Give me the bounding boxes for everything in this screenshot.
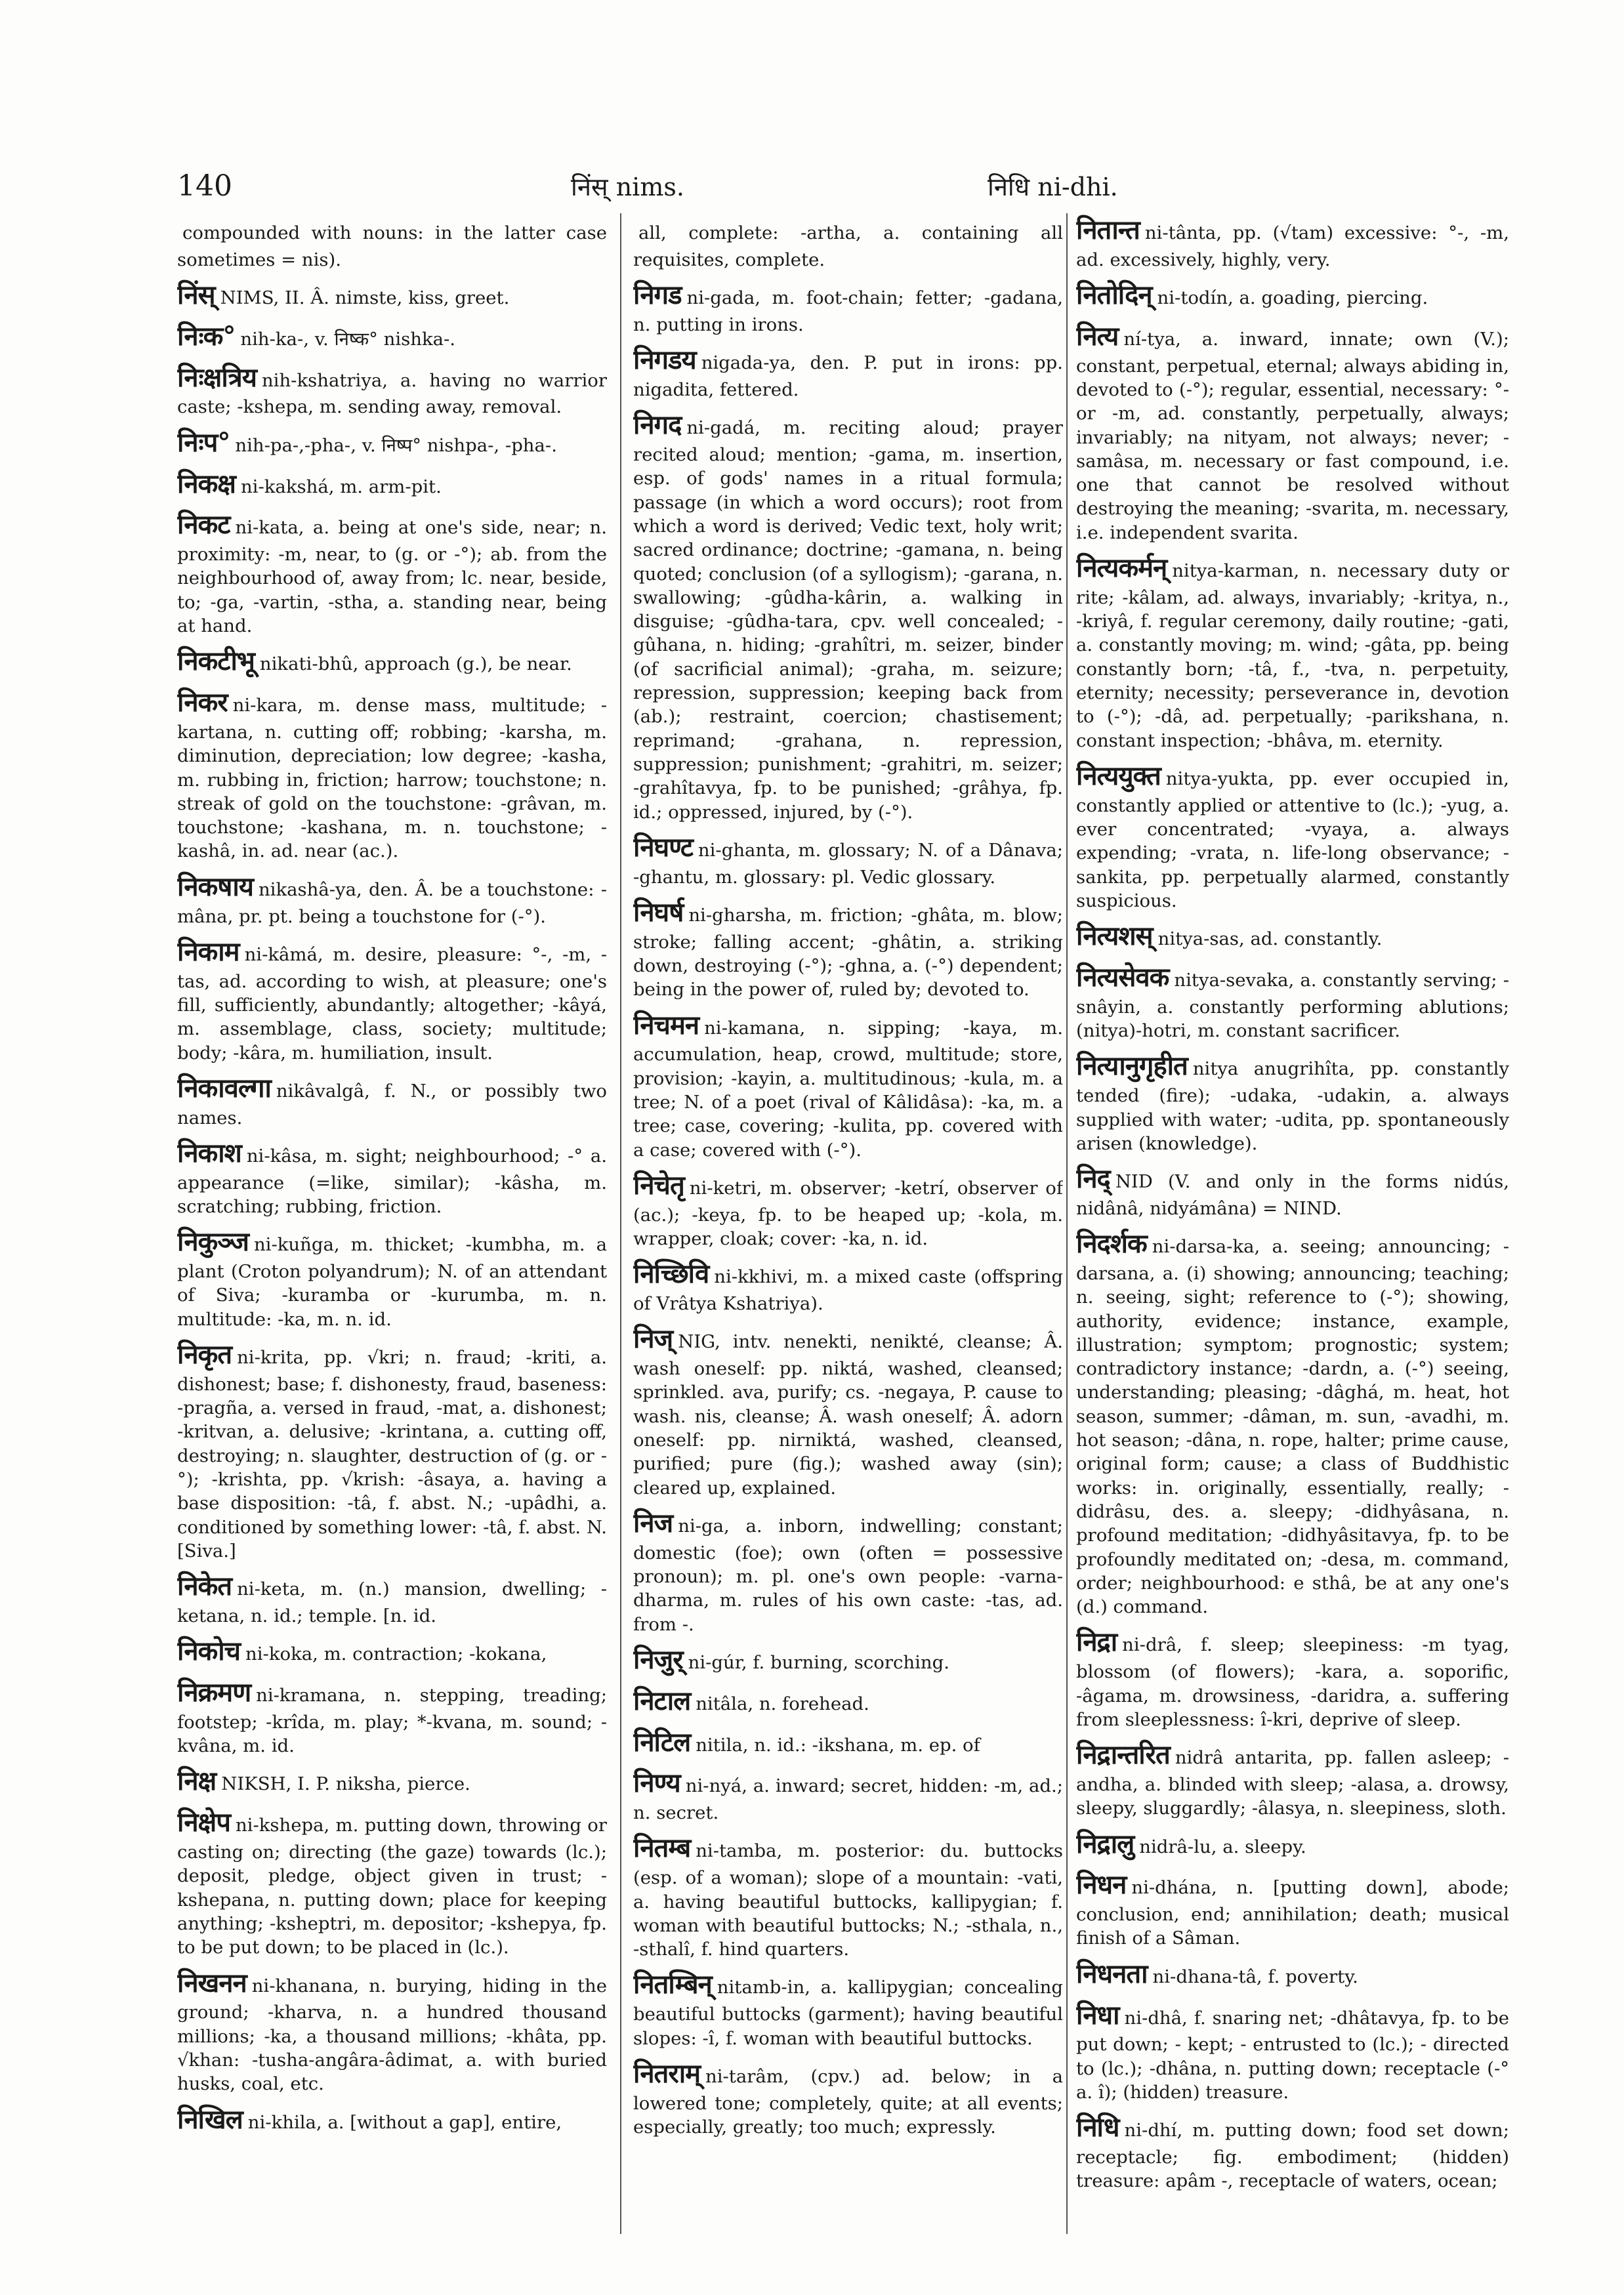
entry-headword: निचेतृ xyxy=(633,1169,684,1201)
dictionary-entry xyxy=(177,2103,607,2138)
dictionary-entry xyxy=(633,1726,1063,1760)
entry-headword: नितान्त xyxy=(1076,215,1140,245)
entry-definition: ni-kâmá, m. desire, pleasure: °-, -m, -tas, ad. according to wish, at pleasure; one's fill, sufficiently, abundantly; altogether; -kâyá, m. assemblage, class, society; multitude; body; -kâra, m. humiliation, insult. xyxy=(177,943,607,1064)
entry-headword: निकेत xyxy=(177,1571,232,1602)
entry-definition: NIKSH, I. P. niksha, pierce. xyxy=(221,1773,470,1795)
entry-definition: ni-keta, m. (n.) mansion, dwelling; -ketana, n. id.; temple. [n. id. xyxy=(177,1579,607,1626)
entry-definition: compounded with nouns: in the latter case sometimes = nis). xyxy=(177,222,607,270)
entry-headword: निंस् xyxy=(177,279,215,311)
entry-definition: nitila, n. id.: -ikshana, m. ep. of xyxy=(696,1734,980,1756)
entry-headword: निधनता xyxy=(1076,1958,1148,1989)
dictionary-entry xyxy=(633,1506,1063,1636)
entry-headword: निधि xyxy=(1076,2112,1119,2143)
entry-headword: निटिल xyxy=(633,1726,691,1758)
entry-headword: नितराम् xyxy=(633,2057,700,2089)
dictionary-entry xyxy=(1076,2111,1509,2193)
dictionary-entry xyxy=(177,935,607,1065)
column-2 xyxy=(633,213,1063,2227)
entry-headword: निद्रालु xyxy=(1076,1828,1135,1859)
dictionary-entry xyxy=(1076,1957,1509,1992)
entry-headword: निखिल xyxy=(177,2103,243,2135)
entry-definition: ni-ghanta, m. glossary; N. of a Dânava; -ghantu, m. glossary: pl. Vedic glossary. xyxy=(633,839,1063,888)
entry-headword: निधन xyxy=(1076,1869,1127,1901)
dictionary-entry xyxy=(1076,213,1509,272)
entry-definition: nidrâ antarita, pp. fallen asleep; -andha, a. blinded with sleep; -alasa, a. drowsy, sleepy, sluggardly; -âlasya, n. sleepiness, sloth. xyxy=(1076,1747,1509,1819)
dictionary-entry xyxy=(177,426,607,461)
dictionary-entry xyxy=(1076,1227,1509,1619)
dictionary-entry xyxy=(177,644,607,679)
entry-headword: निदर्शक xyxy=(1076,1228,1147,1260)
entry-definition: ni-gharsha, m. friction; -ghâta, m. blow; stroke; falling accent; -ghâtin, a. striking down, destroying (-°); -ghna, a. (-°) dependent; being in the power of, ruled by; devoted to. xyxy=(633,904,1063,1001)
entry-headword: निकक्ष xyxy=(177,468,236,499)
dictionary-entry xyxy=(633,1968,1063,2050)
entry-headword: निगडय xyxy=(633,344,696,376)
dictionary-entry xyxy=(177,1225,607,1331)
dictionary-entry xyxy=(1076,320,1509,545)
entry-definition: NIMS, II. Â. nimste, kiss, greet. xyxy=(220,287,510,309)
entry-definition: ni-kara, m. dense mass, multitude; -kartana, n. cutting off; robbing; -karsha, m. diminution, depreciation; low degree; -kasha, m. rubbing in, friction; harrow; touchstone; n. streak of gold on the touchstone: -grâvan, m. touchstone; -kashana, m. n. touchstone; -kashâ, in. ad. near (ac.). xyxy=(177,695,607,862)
entry-headword: निज xyxy=(633,1507,673,1539)
page-number: 140 xyxy=(177,169,232,203)
dictionary-entry xyxy=(1076,278,1509,313)
dictionary-entry xyxy=(177,1764,607,1799)
dictionary-entry xyxy=(1076,1625,1509,1731)
entry-definition: ni-kkhivi, m. a mixed caste (offspring of Vrâtya Kshatriya). xyxy=(633,1266,1063,1315)
dictionary-entry xyxy=(177,1071,607,1130)
entry-headword: नित्यानुगृहीत xyxy=(1076,1050,1188,1082)
entry-definition: NIG, intv. nenekti, nenikté, cleanse; Â. wash oneself: pp. niktá, washed, cleansed; sprinkled. ava, purify; cs. -negaya, P. cause to wash. nis, cleanse; Â. wash oneself; Â. adorn oneself: pp. nirniktá, washed, cleansed, purified; pure (fig.); washed away (sin); cleared up, explained. xyxy=(633,1331,1063,1499)
column-3 xyxy=(1076,213,1509,2227)
entry-headword: निच्छिवि xyxy=(633,1258,709,1290)
entry-headword: निकोच xyxy=(177,1636,241,1667)
entry-headword: नित्य xyxy=(1076,320,1119,352)
entry-definition: ni-kakshá, m. arm-pit. xyxy=(240,476,442,497)
entry-headword: निःक° xyxy=(177,320,236,352)
entry-definition: ni-nyá, a. inward; secret, hidden: -m, ad.; n. secret. xyxy=(633,1775,1063,1824)
dictionary-entry xyxy=(1076,551,1509,753)
dictionary-entry xyxy=(1076,919,1509,954)
column-1 xyxy=(177,213,607,2227)
entry-definition: nitya-sas, ad. constantly. xyxy=(1157,928,1383,950)
entry-headword: निखनन xyxy=(177,1967,247,1998)
entry-definition: ni-kramana, n. stepping, treading; footstep; -krîda, m. play; *-kvana, m. sound; -kvâna, m. id. xyxy=(177,1685,607,1757)
entry-definition: ni-gúr, f. burning, scorching. xyxy=(688,1651,949,1673)
entry-headword: निकर xyxy=(177,687,228,718)
dictionary-entry xyxy=(177,320,607,354)
entry-definition: nikâvalgâ, f. N., or possibly two names. xyxy=(177,1080,607,1128)
entry-definition: ni-kata, a. being at one's side, near; n. proximity: -m, near, to (g. or -°); ab. from the neighbourhood of, away from; lc. near, beside, to; -ga, -vartin, -stha, a. standing near, being at hand. xyxy=(177,517,607,637)
dictionary-entry xyxy=(633,278,1063,337)
dictionary-entry xyxy=(177,213,607,272)
entry-headword: निगद xyxy=(633,409,682,441)
dictionary-entry xyxy=(633,831,1063,889)
entry-definition: ni-gada, m. foot-chain; fetter; -gadana, n. putting in irons. xyxy=(633,287,1063,335)
entry-definition: ni-gadá, m. reciting aloud; prayer recited aloud; mention; -gama, m. insertion, esp. of gods' names in a ritual formula; passage (in which a word occurs); root from which a word is derived; Vedic text, holy writ; sacred ordinance; doctrine; -gamana, n. being quoted; conclusion (of a syllogism); -garana, n. swallowing; -gûdha-kârin, a. walking in disguise; -gûdha-tara, cpv. well concealed; -gûhana, n. hiding; -grahîtri, m. seizer, binder (of sacrificial animal); -graha, m. seizure; repression, suppression; keeping back from (ab.); restraint, coercion; chastisement; reprimand; -grahana, n. repression, suppression; punishment; -grahitri, m. seizer; -grahîtavya, fp. to be punished; -grâhya, fp. id.; oppressed, injured, by (-°). xyxy=(633,417,1063,823)
entry-headword: निःप° xyxy=(177,426,230,458)
entry-headword: नित्यशस् xyxy=(1076,920,1153,952)
entry-headword: नितोदिन् xyxy=(1076,279,1152,311)
entry-headword: नित्यकर्मन् xyxy=(1076,552,1167,584)
entry-definition: nitâla, n. forehead. xyxy=(696,1693,869,1714)
dictionary-entry xyxy=(177,1634,607,1669)
dictionary-entry xyxy=(633,1684,1063,1719)
entry-definition: all, complete: -artha, a. containing all requisites, complete. xyxy=(633,222,1063,270)
entry-definition: ní-tya, a. inward, innate; own (V.); constant, perpetual, eternal; always abiding in, devoted to (-°); regular, essential, necessary: °- or -m, ad. constantly, perpetually, always; invariably; na nityam, not always; never; -samâsa, m. necessary or fast compound, i.e. one that cannot be resolved without destroying the meaning; -svarita, m. necessary, i.e. independent svarita. xyxy=(1076,328,1509,543)
entry-headword: नित्ययुक्त xyxy=(1076,760,1161,791)
entry-definition: ni-darsa-ka, a. seeing; announcing; -darsana, a. (i) showing; announcing; teaching; n. seeing, sight; reference to (-°); showing, authority, evidence; instance, example, illustration; symptom; prognostic; system; contradictory instance; -dardn, a. (-°) seeing, understanding; pleasing; -dâghá, m. heat, hot season, summer; -dâman, m. sun, -avadhi, m. hot season; -dâna, n. rope, halter; prime cause, original form; cause; a class of Buddhistic works: in. originally, essentially, really; -didrâsu, des. a. sleepy; -didhyâsana, n. profound meditation; -didhyâsitavya, fp. to be profoundly meditated on; -desa, m. command, order; neighbourhood: e sthâ, be at any one's (d.) command. xyxy=(1076,1236,1509,1618)
dictionary-entry xyxy=(177,361,607,419)
entry-definition: nih-ka-, v. निष्क° nishka-. xyxy=(240,328,456,350)
dictionary-entry xyxy=(1076,1827,1509,1862)
dictionary-entry xyxy=(633,1257,1063,1315)
entry-definition: ni-koka, m. contraction; -kokana, xyxy=(245,1644,547,1665)
dictionary-entry xyxy=(177,1806,607,1959)
entry-definition: nitya-sevaka, a. constantly serving; -snâyin, a. constantly performing ablutions; (nitya)-hotri, m. constant sacrificer. xyxy=(1076,970,1509,1042)
entry-definition: ni-krita, pp. √kri; n. fraud; -kriti, a. dishonest; base; f. dishonesty, fraud, baseness: -pragña, a. versed in fraud, -mat, a. dishonest; -kritvan, a. delusive; -krintana, a. cutting off, destroying; n. slaughter, destruction of (g. or -°); -krishta, pp. √krish: -âsaya, a. having a base disposition: -tâ, f. abst. N.; -upâdhi, a. conditioned by something lower: -tâ, f. abst. N. [Siva.] xyxy=(177,1346,607,1561)
entry-definition: ni-khanana, n. burying, hiding in the ground; -kharva, n. a hundred thousand millions; -ka, a thousand millions; -khâta, pp. √khan: -tusha-angâra-âdimat, a. with buried husks, coal, etc. xyxy=(177,1975,607,2095)
entry-definition: ni-khila, a. [without a gap], entire, xyxy=(247,2111,562,2133)
dictionary-entry xyxy=(1076,1998,1509,2105)
entry-definition: ni-dhâ, f. snaring net; -dhâtavya, fp. to be put down; - kept; - entrusted to (lc.); - directed to (lc.); -dhâna, n. putting down; receptacle (-° a. î); (hidden) treasure. xyxy=(1076,2007,1509,2103)
entry-definition: nitya-yukta, pp. ever occupied in, constantly applied or attentive to (lc.); -yug, a. ever concentrated; -vyaya, a. always expending; -vrata, n. life-long observance; -sankita, pp. perpetually alarmed, constantly suspicious. xyxy=(1076,768,1509,911)
entry-definition: NID (V. and only in the forms nidús, nidânâ, nidyámâna) = NIND. xyxy=(1076,1171,1509,1219)
entry-definition: ni-kuñga, m. thicket; -kumbha, m. a plant (Croton polyandrum); N. of an attendant of Siva; -kuramba or -kurumba, m. n. multitude: -ka, m. n. id. xyxy=(177,1234,607,1330)
dictionary-entry xyxy=(1076,759,1509,913)
entry-headword: निगड xyxy=(633,279,682,311)
entry-headword: निद् xyxy=(1076,1163,1110,1195)
dictionary-entry xyxy=(177,1338,607,1563)
dictionary-entry xyxy=(633,2057,1063,2139)
entry-headword: निक्रमण xyxy=(177,1677,251,1708)
entry-definition: ni-kamana, n. sipping; -kaya, m. accumulation, heap, crowd, multitude; store, provision; -kayin, a. multitudinous; -kula, m. a tree; N. of a poet (rival of Kâlidâsa): -ka, m. a tree; case, covering; -kulita, pp. covered with a case; covered with (-°). xyxy=(633,1017,1063,1161)
entry-headword: निजुर् xyxy=(633,1644,683,1675)
entry-definition: nitya anugrihîta, pp. constantly tended (fire); -udaka, -udakin, a. always supplied with water; -udita, pp. spontaneously arisen (knowledge). xyxy=(1076,1058,1509,1154)
entry-headword: निक्ष xyxy=(177,1766,217,1797)
entry-headword: निण्य xyxy=(633,1768,680,1799)
entry-headword: निकाम xyxy=(177,936,239,967)
entry-definition: ni-dhána, n. [putting down], abode; conclusion, end; annihilation; death; musical finish of a Sâman. xyxy=(1076,1877,1509,1949)
entry-headword: निःक्षत्रिय xyxy=(177,362,257,393)
entry-definition: ni-dhana-tâ, f. poverty. xyxy=(1152,1966,1358,1987)
entry-definition: nih-pa-,-pha-, v. निष्प° nishpa-, -pha-. xyxy=(235,434,557,456)
entry-headword: निधा xyxy=(1076,1999,1119,2031)
dictionary-entry xyxy=(177,508,607,638)
entry-definition: ni-kshepa, m. putting down, throwing or casting on; directing (the gaze) towards (lc.); deposit, pledge, object given in trust; -kshepana, n. putting down; place for keeping anything; -ksheptri, m. depositor; -kshepya, fp. to be put down; to be placed in (lc.). xyxy=(177,1815,607,1958)
entry-headword: निद्रान्तरित xyxy=(1076,1739,1170,1771)
dictionary-entry xyxy=(633,1643,1063,1678)
entry-definition: nih-kshatriya, a. having no warrior caste; -kshepa, m. sending away, removal. xyxy=(177,369,607,418)
entry-headword: नितम्बिन् xyxy=(633,1969,712,2000)
dictionary-entry xyxy=(633,1168,1063,1251)
dictionary-entry xyxy=(1076,961,1509,1043)
dictionary-entry xyxy=(633,1322,1063,1500)
entry-headword: निकाश xyxy=(177,1137,241,1168)
entry-definition: nitya-karman, n. necessary duty or rite; -kâlam, ad. always, invariably; -kritya, n., -kriyâ, f. regular ceremony, daily routine; -gati, a. constantly moving; m. wind; -gâta, pp. being constantly born; -tâ, f., -tva, n. perpetuity, eternity; necessity; perseverance in, devotion to (-°); -dâ, ad. perpetually; -parikshana, n. constant inspection; -bhâva, m. eternity. xyxy=(1076,560,1509,751)
entry-definition: nikashâ-ya, den. Â. be a touchstone: -mâna, pr. pt. being a touchstone for (-°). xyxy=(177,879,607,927)
entry-definition: ni-ketri, m. observer; -ketrí, observer of (ac.); -keya, fp. to be heaped up; -kola, m. wrapper, cloak; cover: -ka, n. id. xyxy=(633,1177,1063,1249)
dictionary-entry xyxy=(177,870,607,928)
dictionary-entry xyxy=(177,278,607,313)
entry-definition: nitamb-in, a. kallipygian; concealing beautiful buttocks (garment); having beautiful slopes: -î, f. woman with beautiful buttocks. xyxy=(633,1977,1063,2049)
dictionary-entry xyxy=(1076,1738,1509,1820)
dictionary-entry xyxy=(633,1831,1063,1961)
left-running-head: निंस् nims. xyxy=(571,173,684,201)
entry-headword: निक्षेप xyxy=(177,1807,230,1838)
dictionary-entry xyxy=(177,1676,607,1758)
column-rule xyxy=(620,213,621,2234)
entry-definition: ni-tânta, pp. (√tam) excessive: °-, -m, ad. excessively, highly, very. xyxy=(1076,222,1509,270)
dictionary-entry xyxy=(1076,1868,1509,1950)
dictionary-entry xyxy=(633,896,1063,1002)
entry-definition: ni-todín, a. goading, piercing. xyxy=(1157,287,1428,309)
dictionary-entry xyxy=(633,343,1063,402)
entry-headword: निटाल xyxy=(633,1685,691,1716)
entry-definition: nigada-ya, den. P. put in irons: pp. nigadita, fettered. xyxy=(633,352,1063,400)
entry-headword: निघर्ष xyxy=(633,896,684,928)
entry-headword: निकट xyxy=(177,509,230,541)
entry-headword: निकषाय xyxy=(177,871,253,902)
dictionary-entry xyxy=(1076,1162,1509,1220)
entry-headword: निकटीभू xyxy=(177,646,255,677)
dictionary-entry xyxy=(1076,1049,1509,1155)
entry-definition: ni-tarâm, (cpv.) ad. below; in a lowered tone; completely, quite; at all events; especially, greatly; too much; expressly. xyxy=(633,2065,1063,2138)
entry-headword: निघण्ट xyxy=(633,831,693,863)
entry-headword: निकृत xyxy=(177,1338,232,1370)
entry-headword: निचमन xyxy=(633,1009,699,1041)
dictionary-entry xyxy=(633,408,1063,824)
dictionary-entry xyxy=(177,1569,607,1628)
entry-definition: nidrâ-lu, a. sleepy. xyxy=(1139,1836,1306,1857)
entry-headword: निकावल्गा xyxy=(177,1072,271,1104)
dictionary-entry xyxy=(633,213,1063,272)
entry-definition: ni-drâ, f. sleep; sleepiness: -m tyag, blossom (of flowers); -kara, a. soporific, -âgama, m. drowsiness, -daridra, a. suffering from sleeplessness: î-kri, deprive of sleep. xyxy=(1076,1634,1509,1730)
entry-headword: नित्यसेवक xyxy=(1076,962,1169,993)
dictionary-entry xyxy=(633,1766,1063,1825)
entry-headword: निद्रा xyxy=(1076,1626,1117,1658)
page-header xyxy=(177,169,1453,202)
entry-headword: निज् xyxy=(633,1323,673,1355)
entry-definition: ni-ga, a. inborn, indwelling; constant; domestic (foe); own (often = possessive pronoun); m. pl. one's own people: -varna-dharma, m. rules of his own caste: -tas, ad. from -. xyxy=(633,1515,1063,1635)
entry-definition: ni-dhí, m. putting down; food set down; receptacle; fig. embodiment; (hidden) treasure: apâm -, receptacle of waters, ocean; xyxy=(1076,2120,1509,2192)
entry-definition: nikati-bhû, approach (g.), be near. xyxy=(259,653,572,675)
entry-headword: निकुञ्ज xyxy=(177,1226,249,1258)
entry-headword: नितम्ब xyxy=(633,1832,691,1864)
entry-definition: ni-kâsa, m. sight; neighbourhood; -° a. appearance (=like, similar); -kâsha, m. scratching; rubbing, friction. xyxy=(177,1145,607,1217)
dictionary-entry xyxy=(177,1136,607,1218)
entry-definition: ni-tamba, m. posterior: du. buttocks (esp. of a woman); slope of a mountain: -vati, a. having beautiful buttocks, kallipygian; f. woman with beautiful buttocks; N.; -sthala, n., -sthalî, f. hind quarters. xyxy=(633,1840,1063,1960)
column-rule xyxy=(1066,213,1068,2234)
dictionary-entry xyxy=(177,686,607,863)
dictionary-entry xyxy=(633,1008,1063,1162)
right-running-head: निधि ni-dhi. xyxy=(988,173,1118,201)
dictionary-entry xyxy=(177,467,607,502)
dictionary-entry xyxy=(177,1966,607,2096)
